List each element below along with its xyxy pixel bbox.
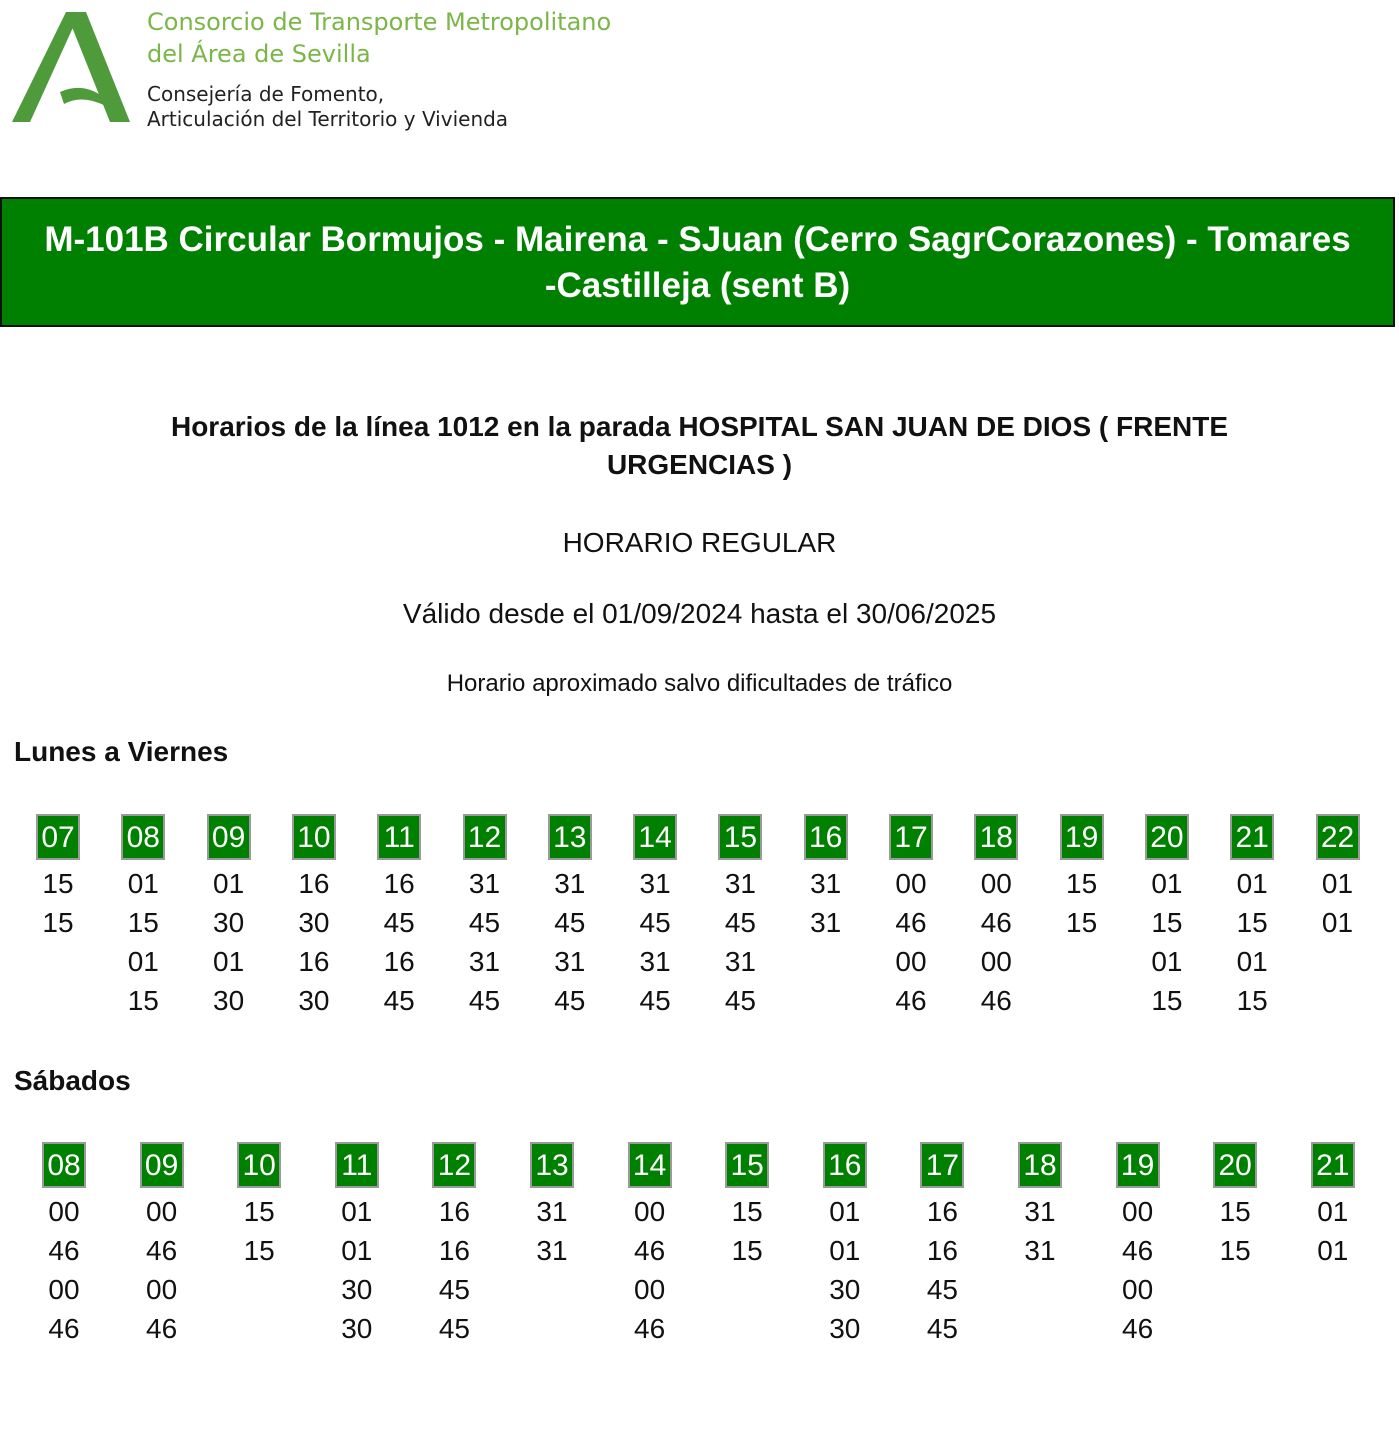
departure-minute: 31 <box>639 868 671 899</box>
departure-minute: 31 <box>639 946 671 977</box>
hour-badge: 14 <box>628 1142 672 1188</box>
minutes-list <box>455 864 515 1020</box>
minutes-list <box>229 1192 289 1270</box>
departure-minute: 30 <box>341 1313 373 1344</box>
hour-badge: 09 <box>207 814 251 860</box>
hour-column <box>113 814 173 1020</box>
hour-column <box>455 814 515 1020</box>
hour-column <box>28 814 88 942</box>
minutes-list <box>625 864 685 1020</box>
hour-badge: 16 <box>823 1142 867 1188</box>
departure-minute: 45 <box>468 907 501 938</box>
hour-column <box>1052 814 1112 942</box>
hour-column <box>881 814 941 1020</box>
departure-minute: 00 <box>1122 1274 1154 1305</box>
departure-minute: 00 <box>48 1196 80 1227</box>
hour-badge: 19 <box>1116 1142 1160 1188</box>
departure-minute: 31 <box>810 907 842 938</box>
minutes-list <box>1137 864 1197 1020</box>
departure-minute: 31 <box>1024 1235 1056 1266</box>
minutes-list <box>424 1192 484 1348</box>
departure-minute: 46 <box>895 985 927 1016</box>
hour-column <box>1205 1142 1265 1270</box>
minutes-list <box>912 1192 972 1348</box>
hour-column <box>815 1142 875 1348</box>
departure-minute: 16 <box>438 1235 470 1266</box>
hour-column <box>1303 1142 1363 1270</box>
hour-badge: 20 <box>1145 814 1189 860</box>
departure-minute: 45 <box>468 985 501 1016</box>
departure-minute: 31 <box>724 946 756 977</box>
route-title-line1: M-101B Circular Bormujos - Mairena - SJuan (Cerro SagrCorazones) - Tomares <box>44 220 1351 259</box>
departure-minute: 00 <box>1122 1196 1154 1227</box>
departure-minute: 31 <box>468 946 501 977</box>
departure-minute: 15 <box>731 1235 763 1266</box>
departure-minute: 16 <box>926 1196 958 1227</box>
minutes-list <box>540 864 600 1020</box>
departure-minute: 31 <box>554 868 586 899</box>
departure-minute: 01 <box>127 946 159 977</box>
minutes-list <box>881 864 941 1020</box>
route-title-banner <box>0 197 1395 327</box>
minutes-list <box>1303 1192 1363 1270</box>
departure-minute: 01 <box>341 1235 373 1266</box>
departure-minute: 31 <box>810 868 842 899</box>
departure-minute: 00 <box>146 1196 178 1227</box>
hour-column <box>625 814 685 1020</box>
minutes-list <box>327 1192 387 1348</box>
hour-column <box>540 814 600 1020</box>
minutes-list <box>1108 1192 1168 1348</box>
departure-minute: 46 <box>634 1235 666 1266</box>
departure-minute: 31 <box>554 946 586 977</box>
departure-minute: 45 <box>724 907 756 938</box>
hour-column <box>1222 814 1282 1020</box>
hour-column <box>620 1142 680 1348</box>
hour-badge: 08 <box>121 814 165 860</box>
minutes-list <box>522 1192 582 1270</box>
stop-heading <box>60 408 1339 484</box>
hour-badge: 17 <box>889 814 933 860</box>
departure-minute: 45 <box>724 985 756 1016</box>
hour-badge: 15 <box>718 814 762 860</box>
hour-badge: 13 <box>548 814 592 860</box>
hour-badge: 08 <box>42 1142 86 1188</box>
departure-minute: 16 <box>383 868 415 899</box>
departure-minute: 15 <box>1151 985 1183 1016</box>
stop-heading-line2: URGENCIAS ) <box>606 449 793 480</box>
departure-minute: 01 <box>1236 946 1268 977</box>
departure-minute: 30 <box>213 907 245 938</box>
hour-column <box>1010 1142 1070 1270</box>
schedule-type: HORARIO REGULAR <box>562 527 837 558</box>
departure-minute: 30 <box>829 1313 861 1344</box>
hour-badge: 07 <box>36 814 80 860</box>
departure-minute: 31 <box>1024 1196 1056 1227</box>
departure-minute: 15 <box>243 1196 275 1227</box>
departure-minute: 31 <box>724 868 756 899</box>
hour-badge: 13 <box>530 1142 574 1188</box>
hour-badge: 20 <box>1213 1142 1257 1188</box>
hour-column <box>1108 1142 1168 1348</box>
hour-column <box>369 814 429 1020</box>
departure-minute: 30 <box>213 985 245 1016</box>
departure-minute: 01 <box>829 1196 861 1227</box>
departure-minute: 01 <box>1151 868 1183 899</box>
org-name-line1: Consorcio de Transporte Metropolitano <box>147 8 612 36</box>
departure-minute: 30 <box>341 1274 373 1305</box>
departure-minute: 46 <box>48 1235 80 1266</box>
departure-minute: 15 <box>1219 1196 1251 1227</box>
departure-minute: 45 <box>438 1313 470 1344</box>
departure-minute: 45 <box>926 1313 958 1344</box>
departure-minute: 01 <box>1151 946 1183 977</box>
departure-minute: 15 <box>1066 868 1098 899</box>
route-title-line2: -Castilleja (sent B) <box>544 266 851 305</box>
minutes-list <box>113 864 173 1020</box>
department-line1: Consejería de Fomento, <box>147 82 385 106</box>
minutes-list <box>28 864 88 942</box>
departure-minute: 00 <box>146 1274 178 1305</box>
minutes-list <box>710 864 770 1020</box>
hour-badge: 14 <box>633 814 677 860</box>
hour-badge: 12 <box>463 814 507 860</box>
departure-minute: 46 <box>634 1313 666 1344</box>
department-line2: Articulación del Territorio y Vivienda <box>147 107 509 131</box>
departure-minute: 30 <box>829 1274 861 1305</box>
minutes-list <box>34 1192 94 1348</box>
departure-minute: 01 <box>213 868 245 899</box>
departure-minute: 15 <box>243 1235 275 1266</box>
departure-minute: 30 <box>298 985 330 1016</box>
hour-column <box>327 1142 387 1348</box>
minutes-list <box>284 864 344 1020</box>
departure-minute: 46 <box>980 907 1012 938</box>
hour-column <box>132 1142 192 1348</box>
departure-minute: 15 <box>1151 907 1183 938</box>
minutes-list <box>1222 864 1282 1020</box>
departure-minute: 16 <box>383 946 415 977</box>
departure-minute: 15 <box>127 985 159 1016</box>
org-name-line2: del Área de Sevilla <box>147 40 371 68</box>
departure-minute: 46 <box>1122 1235 1154 1266</box>
departure-minute: 01 <box>1321 868 1354 899</box>
hour-badge: 16 <box>804 814 848 860</box>
hour-column <box>717 1142 777 1270</box>
hour-badge: 22 <box>1316 814 1360 860</box>
departure-minute: 46 <box>980 985 1012 1016</box>
hour-column <box>710 814 770 1020</box>
saturday-timetable <box>0 1142 1399 1442</box>
departure-minute: 45 <box>383 907 415 938</box>
hour-badge: 15 <box>725 1142 769 1188</box>
hour-column <box>522 1142 582 1270</box>
saturday-section-title: Sábados <box>14 1065 131 1096</box>
departure-minute: 15 <box>42 907 74 938</box>
departure-minute: 16 <box>926 1235 958 1266</box>
hour-column <box>912 1142 972 1348</box>
departure-minute: 46 <box>146 1313 178 1344</box>
departure-minute: 01 <box>1236 868 1268 899</box>
minutes-list <box>815 1192 875 1348</box>
hour-column <box>424 1142 484 1348</box>
departure-minute: 01 <box>127 868 159 899</box>
validity-period: Válido desde el 01/09/2024 hasta el 30/06/2025 <box>402 598 997 629</box>
departure-minute: 15 <box>127 907 159 938</box>
departure-minute: 00 <box>895 868 927 899</box>
junta-andalucia-logo-icon <box>10 10 132 128</box>
departure-minute: 31 <box>468 868 501 899</box>
hour-badge: 11 <box>335 1142 379 1188</box>
departure-minute: 00 <box>634 1196 666 1227</box>
hour-badge: 12 <box>432 1142 476 1188</box>
departure-minute: 46 <box>895 907 927 938</box>
hour-column <box>966 814 1026 1020</box>
hour-column <box>796 814 856 942</box>
minutes-list <box>966 864 1026 1020</box>
hour-badge: 21 <box>1311 1142 1355 1188</box>
hour-column <box>199 814 259 1020</box>
hour-badge: 10 <box>237 1142 281 1188</box>
departure-minute: 45 <box>383 985 415 1016</box>
departure-minute: 46 <box>1122 1313 1154 1344</box>
departure-minute: 01 <box>1317 1196 1349 1227</box>
hour-column <box>1308 814 1368 942</box>
hour-badge: 19 <box>1060 814 1104 860</box>
hour-badge: 17 <box>920 1142 964 1188</box>
minutes-list <box>132 1192 192 1348</box>
hour-column <box>284 814 344 1020</box>
departure-minute: 00 <box>980 868 1012 899</box>
departure-minute: 45 <box>926 1274 958 1305</box>
minutes-list <box>620 1192 680 1348</box>
departure-minute: 46 <box>48 1313 80 1344</box>
departure-minute: 15 <box>1066 907 1098 938</box>
hour-badge: 09 <box>140 1142 184 1188</box>
departure-minute: 01 <box>213 946 245 977</box>
minutes-list <box>717 1192 777 1270</box>
hour-badge: 10 <box>292 814 336 860</box>
hour-badge: 21 <box>1230 814 1274 860</box>
departure-minute: 45 <box>554 907 586 938</box>
departure-minute: 00 <box>634 1274 666 1305</box>
departure-minute: 00 <box>895 946 927 977</box>
minutes-list <box>1308 864 1368 942</box>
departure-minute: 01 <box>1321 907 1354 938</box>
departure-minute: 45 <box>639 985 671 1016</box>
departure-minute: 01 <box>829 1235 861 1266</box>
hour-badge: 18 <box>1018 1142 1062 1188</box>
departure-minute: 31 <box>536 1235 568 1266</box>
minutes-list <box>796 864 856 942</box>
hour-column <box>34 1142 94 1348</box>
weekday-section-title: Lunes a Viernes <box>14 736 229 767</box>
departure-minute: 16 <box>298 946 330 977</box>
departure-minute: 46 <box>146 1235 178 1266</box>
departure-minute: 15 <box>1236 907 1268 938</box>
hour-column <box>229 1142 289 1270</box>
departure-minute: 00 <box>48 1274 80 1305</box>
minutes-list <box>369 864 429 1020</box>
minutes-list <box>199 864 259 1020</box>
weekday-timetable <box>0 814 1399 1114</box>
departure-minute: 16 <box>438 1196 470 1227</box>
departure-minute: 15 <box>1236 985 1268 1016</box>
minutes-list <box>1205 1192 1265 1270</box>
minutes-list <box>1052 864 1112 942</box>
stop-heading-line1: Horarios de la línea 1012 en la parada HOSPITAL SAN JUAN DE DIOS ( FRENTE <box>170 411 1229 442</box>
departure-minute: 01 <box>341 1196 373 1227</box>
departure-minute: 00 <box>980 946 1012 977</box>
departure-minute: 15 <box>1219 1235 1251 1266</box>
departure-minute: 30 <box>298 907 330 938</box>
departure-minute: 45 <box>438 1274 470 1305</box>
minutes-list <box>1010 1192 1070 1270</box>
hour-badge: 11 <box>377 814 421 860</box>
hour-badge: 18 <box>974 814 1018 860</box>
departure-minute: 15 <box>42 868 74 899</box>
departure-minute: 31 <box>536 1196 568 1227</box>
departure-minute: 45 <box>639 907 671 938</box>
hour-column <box>1137 814 1197 1020</box>
departure-minute: 45 <box>554 985 586 1016</box>
departure-minute: 16 <box>298 868 330 899</box>
departure-minute: 15 <box>731 1196 763 1227</box>
departure-minute: 01 <box>1317 1235 1349 1266</box>
traffic-disclaimer: Horario aproximado salvo dificultades de tráfico <box>446 670 953 697</box>
